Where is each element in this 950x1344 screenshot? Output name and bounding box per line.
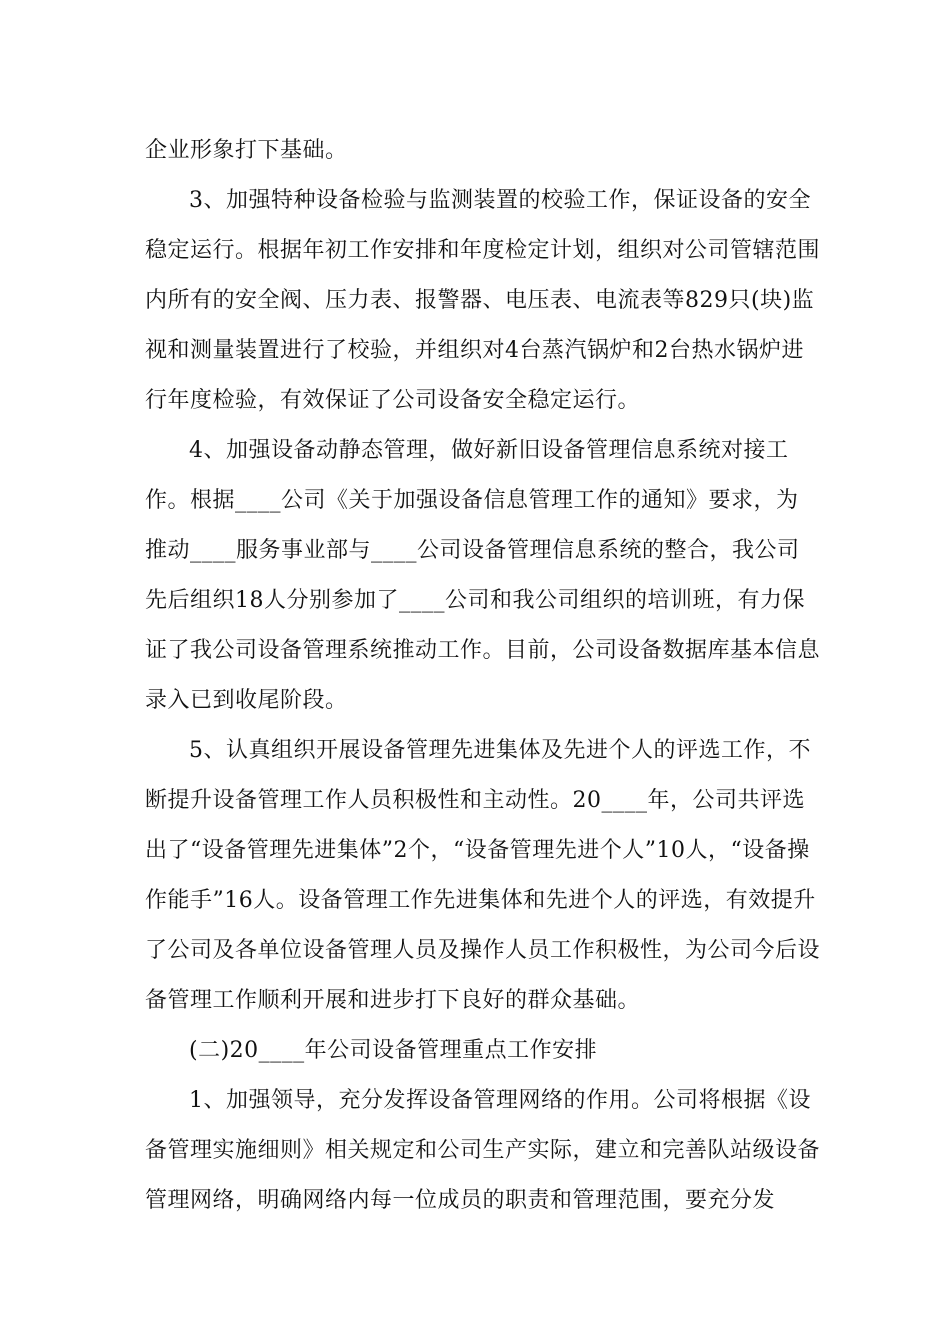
document-body [145, 126, 820, 1226]
paragraph-item-5: 5、认真组织开展设备管理先进集体及先进个人的评选工作，不断提升设备管理工作人员积极性和主动性。20____年，公司共评选出了“设备管理先进集体”2个，“设备管理先进个人”10人，“设备操作能手”16人。设备管理工作先进集体和先进个人的评选，有效提升了公司及各单位设备管理人员及操作人员工作积极性，为公司今后设备管理工作顺利开展和进步打下良好的群众基础。 [145, 738, 821, 1013]
paragraph-plan-1: 1、加强领导，充分发挥设备管理网络的作用。公司将根据《设备管理实施细则》相关规定和公司生产实际，建立和完善队站级设备管理网络，明确网络内每一位成员的职责和管理范围，要充分发 [145, 1088, 821, 1213]
section-heading: (二)20____年公司设备管理重点工作安排 [189, 1038, 598, 1063]
paragraph-item-4: 4、加强设备动静态管理，做好新旧设备管理信息系统对接工作。根据____公司《关于加强设备信息管理工作的通知》要求，为推动____服务事业部与____公司设备管理信息系统的整合，我公司先后组织18人分别参加了____公司和我公司组织的培训班，有力保证了我公司设备管理系统推动工作。目前，公司设备数据库基本信息录入已到收尾阶段。 [145, 438, 821, 713]
paragraph-continuation: 企业形象打下基础。 [145, 138, 348, 163]
paragraph-item-3: 3、加强特种设备检验与监测装置的校验工作，保证设备的安全稳定运行。根据年初工作安排和年度检定计划，组织对公司管辖范围内所有的安全阀、压力表、报警器、电压表、电流表等829只(块)监视和测量装置进行了校验，并组织对4台蒸汽锅炉和2台热水锅炉进行年度检验，有效保证了公司设备安全稳定运行。 [145, 188, 821, 413]
